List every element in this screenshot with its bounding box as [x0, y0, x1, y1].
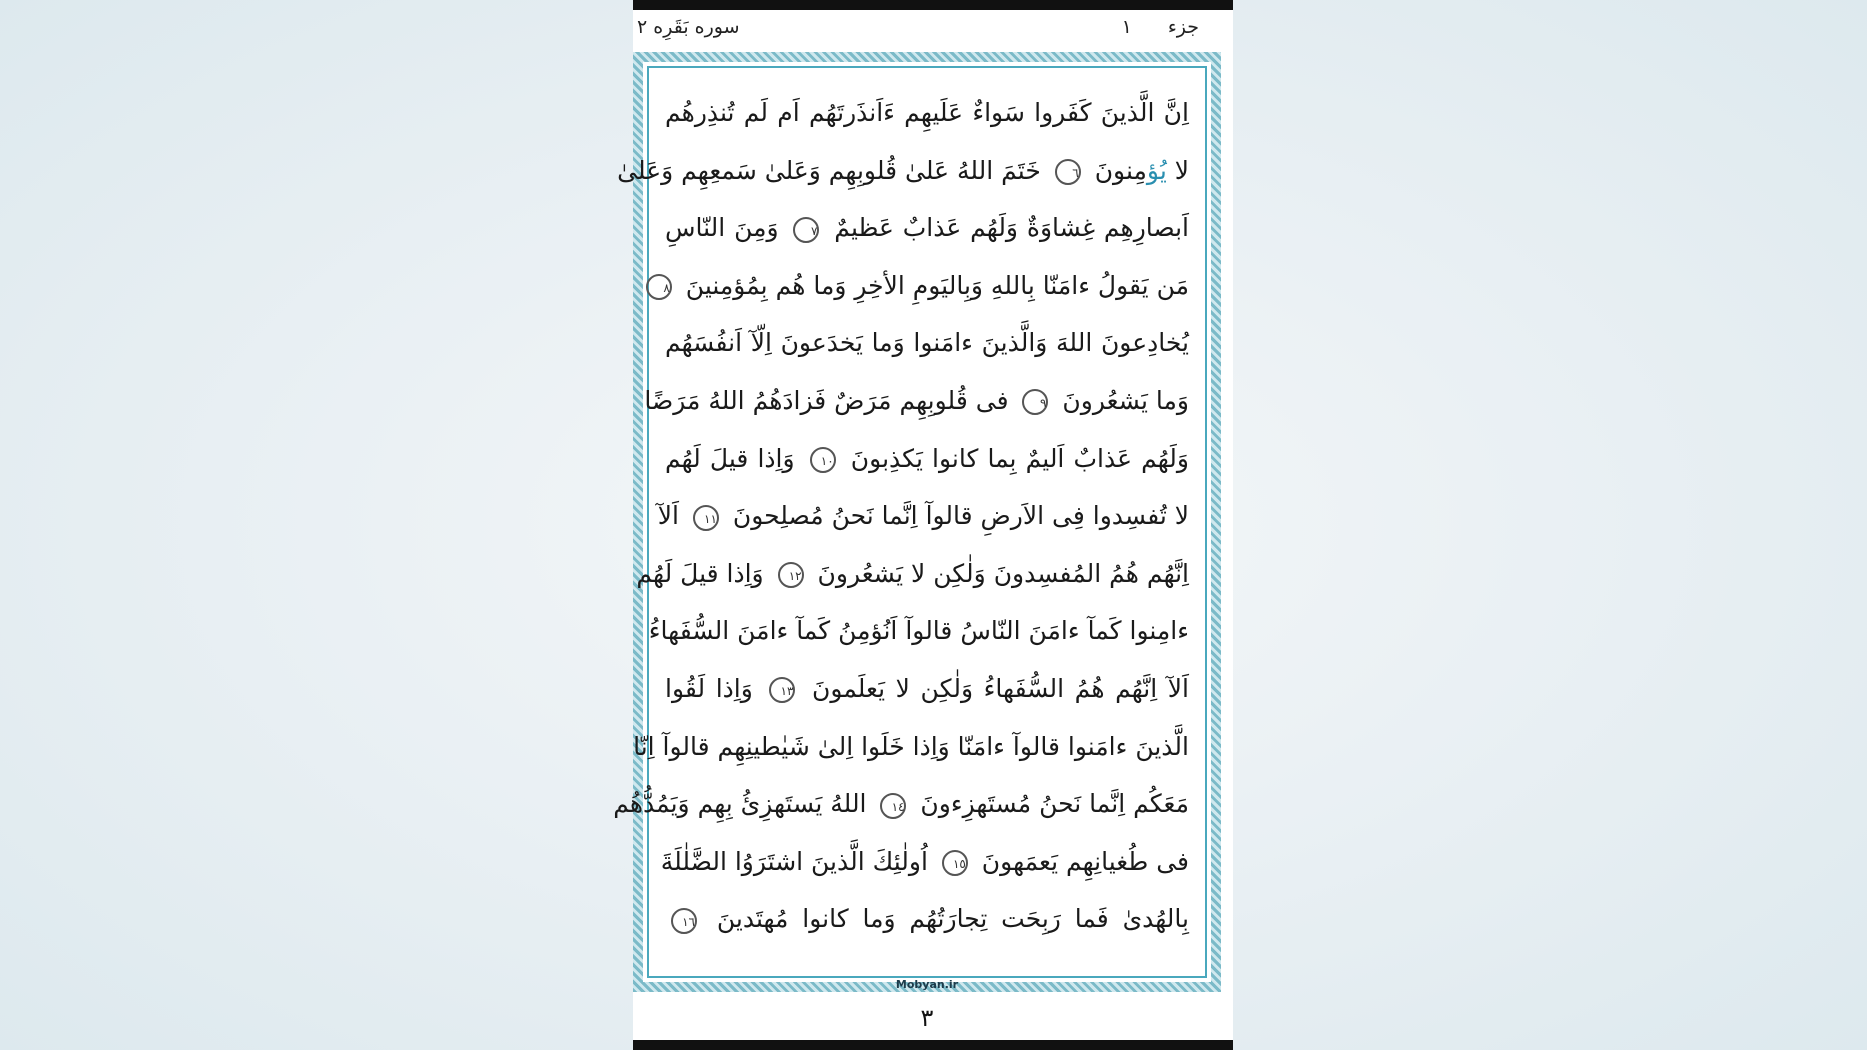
quran-line	[660, 833, 1189, 891]
watermark: Mobyan.ir	[895, 978, 959, 991]
verse-text: اَلآ	[657, 501, 687, 531]
verse-text: اَلآ اِنَّهُم هُمُ السُّفَهاءُ وَلٰكِن لا يَعلَمونَ	[801, 673, 1189, 703]
verse-text: الَّذينَ ءامَنوا قالوآ ءامَنّا وَاِذا خَلَوا اِلىٰ شَيٰطينِهِم قالوآ اِنّا	[633, 731, 1189, 761]
quran-line	[665, 430, 1189, 488]
quran-line	[665, 660, 1189, 718]
verse-text: مَن يَقولُ ءامَنّا بِاللهِ وَبِاليَومِ الأخِرِ وَما هُم بِمُؤمِنينَ	[677, 270, 1189, 300]
surah-label: سوره بَقَرِه	[653, 16, 740, 38]
verse-text: وَاِذا قيلَ لَهُم	[665, 443, 804, 473]
verse-text: يُؤ	[1146, 155, 1167, 185]
verse-text: اِنَّ الَّذينَ كَفَروا سَواءٌ عَلَيهِم ءَاَنذَرتَهُم اَم لَم تُنذِرهُم	[665, 98, 1189, 127]
verse-text: وَما يَشعُرونَ	[1054, 385, 1189, 415]
quran-line	[648, 602, 1189, 660]
verse-text: وَمِنَ النّاسِ	[665, 213, 788, 243]
quran-line	[665, 257, 1189, 315]
surah-indicator	[637, 16, 740, 38]
juz-indicator	[1122, 16, 1199, 38]
verse-text: لا تُفسِدوا فِى الاَرضِ قالوآ اِنَّما نَحنُ مُصلِحونَ	[724, 501, 1189, 531]
ayah-number-marker: ٩	[1022, 389, 1048, 415]
quran-line	[665, 890, 1189, 948]
verse-text: فى قُلوبِهِم مَرَضٌ فَزادَهُمُ اللهُ مَرَضًا	[644, 385, 1017, 415]
top-bar	[633, 0, 1233, 10]
page-number: ٣	[920, 1004, 934, 1032]
ayah-number-marker: ١٤	[880, 793, 906, 819]
quran-line	[613, 775, 1189, 833]
verse-text: اَبصارِهِم غِشاوَةٌ وَلَهُم عَذابٌ عَظيمٌ	[825, 213, 1189, 243]
ayah-number-marker: ٨	[646, 274, 672, 300]
quran-line	[665, 199, 1189, 257]
bottom-bar	[633, 1040, 1233, 1050]
quran-line	[665, 84, 1189, 142]
ayah-number-marker: ٦	[1055, 159, 1081, 185]
ayah-number-marker: ٧	[793, 217, 819, 243]
verse-text: اللهُ يَستَهزِئُ بِهِم وَيَمُدُّهُم	[613, 789, 875, 819]
ayah-number-marker: ١٠	[810, 447, 836, 473]
verse-text: وَاِذا قيلَ لَهُم	[636, 558, 772, 588]
verse-text: اِنَّهُم هُمُ المُفسِدونَ وَلٰكِن لا يَشعُرونَ	[809, 558, 1189, 588]
quran-line	[665, 314, 1189, 372]
verse-text: فى طُغيانِهِم يَعمَهونَ	[973, 846, 1189, 876]
verse-text: يُخادِعونَ اللهَ وَالَّذينَ ءامَنوا وَما يَخدَعونَ اِلّآ اَنفُسَهُم	[665, 328, 1189, 358]
quran-line	[644, 372, 1189, 430]
frame-inner-border	[613, 66, 1207, 978]
ayah-number-marker: ١٥	[942, 850, 968, 876]
verse-text: خَتَمَ اللهُ عَلىٰ قُلوبِهِم وَعَلىٰ سَمعِهِم وَعَلىٰ	[617, 155, 1049, 185]
verse-text: مَعَكُم اِنَّما نَحنُ مُستَهزِءونَ	[912, 789, 1189, 819]
verse-text: مِنونَ	[1086, 155, 1147, 185]
ayah-number-marker: ١٢	[778, 562, 804, 588]
quran-line	[657, 487, 1189, 545]
verse-text: اُولٰئِكَ الَّذينَ اشتَرَوُا الضَّلٰلَةَ	[660, 846, 936, 876]
ayah-number-marker: ١١	[693, 505, 719, 531]
ayah-number-marker: ١٦	[671, 908, 697, 934]
verse-text: وَاِذا لَقُوا	[665, 673, 764, 703]
quran-line	[636, 545, 1189, 603]
quran-text-block	[613, 84, 1189, 966]
quran-line	[617, 142, 1189, 200]
verse-text: لا	[1166, 155, 1189, 185]
ayah-number-marker: ١٣	[769, 677, 795, 703]
page-header	[633, 14, 1233, 48]
verse-text: وَلَهُم عَذابٌ اَليمٌ بِما كانوا يَكذِبونَ	[841, 443, 1189, 473]
verse-text: بِالهُدىٰ فَما رَبِحَت تِجارَتُهُم وَما كانوا مُهتَدينَ	[703, 904, 1189, 934]
juz-number: ١	[1121, 16, 1132, 38]
quran-line	[633, 718, 1189, 776]
quran-page	[613, 0, 1233, 1050]
verse-text: ءامِنوا كَمآ ءامَنَ النّاسُ قالوآ اَنُؤمِنُ كَمآ ءامَنَ السُّفَهاءُ	[648, 616, 1189, 646]
juz-label: جزء	[1167, 16, 1199, 38]
ornamental-frame	[613, 52, 1221, 992]
surah-number: ٢	[637, 16, 648, 38]
